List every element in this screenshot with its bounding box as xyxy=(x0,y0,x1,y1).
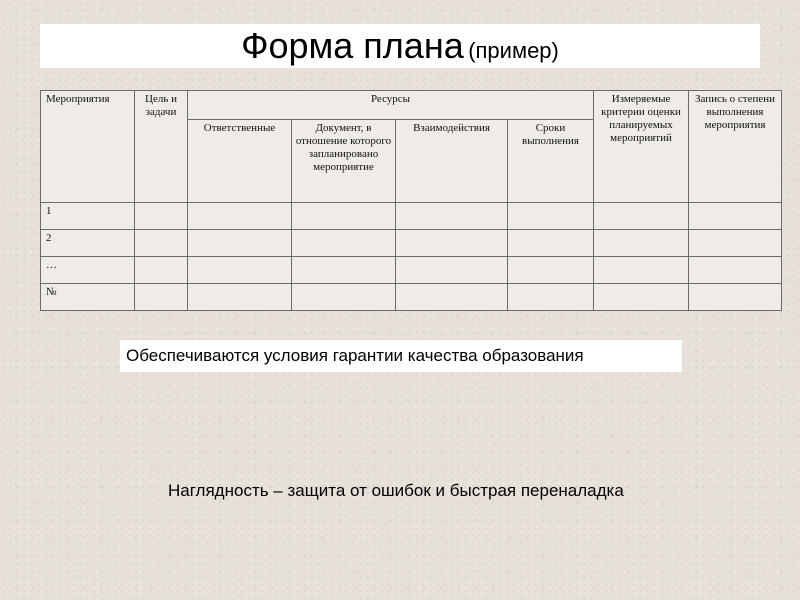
plan-form-table xyxy=(40,90,782,311)
table-cell xyxy=(689,257,782,284)
table-cell xyxy=(594,257,689,284)
table-cell xyxy=(292,284,396,311)
table-cell xyxy=(292,203,396,230)
table-cell xyxy=(135,284,188,311)
table-cell xyxy=(396,203,508,230)
table-cell xyxy=(689,203,782,230)
table-row xyxy=(41,203,782,230)
header-responsible: Ответственные xyxy=(188,120,292,203)
table-cell xyxy=(188,203,292,230)
header-row-1 xyxy=(41,91,782,120)
table-cell xyxy=(508,257,594,284)
table-cell xyxy=(689,284,782,311)
row-label: 1 xyxy=(41,203,135,230)
table-cell xyxy=(188,284,292,311)
table-cell xyxy=(188,257,292,284)
page-title: Форма плана xyxy=(241,25,464,66)
table-cell xyxy=(689,230,782,257)
table-row xyxy=(41,230,782,257)
header-record: Запись о степени выполнения мероприятия xyxy=(689,91,782,203)
table-cell xyxy=(135,230,188,257)
table-cell xyxy=(396,284,508,311)
header-goal: Цель и задачи xyxy=(135,91,188,203)
row-label: 2 xyxy=(41,230,135,257)
table-cell xyxy=(396,230,508,257)
page-subtitle: (пример) xyxy=(468,38,559,63)
table-cell xyxy=(135,203,188,230)
table-cell xyxy=(396,257,508,284)
table-cell xyxy=(508,230,594,257)
header-deadlines: Сроки выполнения xyxy=(508,120,594,203)
row-label: № xyxy=(41,284,135,311)
table-cell xyxy=(594,284,689,311)
table-cell xyxy=(292,230,396,257)
table-cell xyxy=(188,230,292,257)
table-cell xyxy=(292,257,396,284)
header-resources: Ресурсы xyxy=(188,91,594,120)
header-interactions: Взаимодействия xyxy=(396,120,508,203)
bottom-caption: Наглядность – защита от ошибок и быстрая переналадка xyxy=(168,481,624,500)
table-row xyxy=(41,257,782,284)
title-box xyxy=(40,24,760,68)
header-document: Документ, в отношение которого запланировано мероприятие xyxy=(292,120,396,203)
notice-box: Обеспечиваются условия гарантии качества образования xyxy=(120,340,682,372)
table-row xyxy=(41,284,782,311)
table-cell xyxy=(594,230,689,257)
table-cell xyxy=(508,284,594,311)
header-criteria: Измеряемые критерии оценки планируемых мероприятий xyxy=(594,91,689,203)
row-label: … xyxy=(41,257,135,284)
table-cell xyxy=(594,203,689,230)
table-cell xyxy=(508,203,594,230)
header-events: Мероприятия xyxy=(41,91,135,203)
table-cell xyxy=(135,257,188,284)
